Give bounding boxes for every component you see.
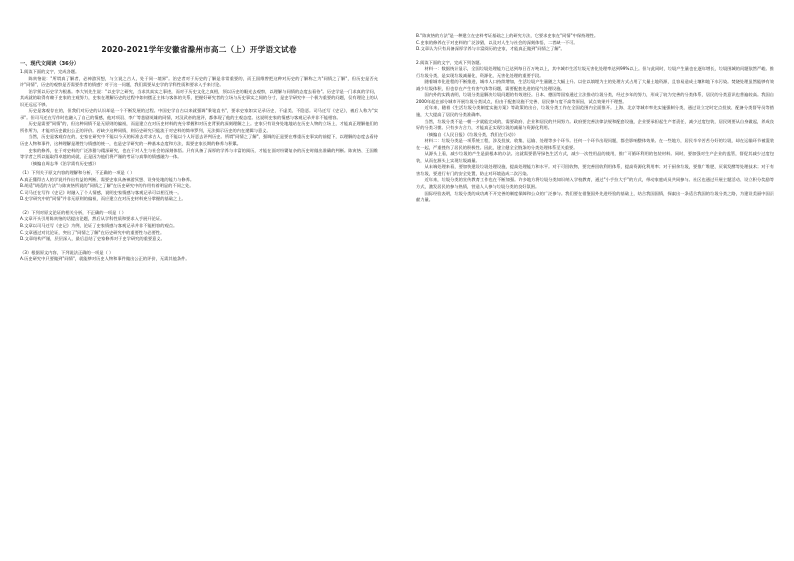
answer-option: C.文章通过对比论证，突出了"同情之了解"在历史研究中的重要性与必要性。 xyxy=(20,230,165,236)
answer-option: B."陈寅恪的方法"是一种建立在史料考证基础之上的研究方法，它要求史家在"同情"中保持理性。 xyxy=(416,34,599,39)
answer-option: D.史学研究中的"同情"并非无原则的偏袒，而应建立在对历史材料充分掌握的基础之上。 xyxy=(20,197,186,203)
right-column xyxy=(416,34,774,205)
answer-option: A.真正懂得古人的学说并作出有益的判断，需要史家具备神游冥想、设身处地的能力与修养。 xyxy=(20,177,195,183)
answer-option: A.文章开头引用陈寅恪的话提出论题，然后从学科性质和要求入手展开论证。 xyxy=(20,217,165,223)
question-stem: （2）下列对原文论证的相关分析，不正确的一项是（ ） xyxy=(20,210,127,216)
passage-paragraph: 历史是客观存在的，但我们对历史的认识却是一个不断发展的过程。中国史学自古以来就强调"秉笔直书"，要求史家如实记录历史，不虚美、不隐恶。司马迁写《史记》，被后人称为"实录"。但司马迁在写作时也融入了自己的情感，他对项羽、李广等悲剧英雄的同情，对汉武帝的批评，都体现了他的主观态度。这说明史家的情感与客观记录并非不能相容。 xyxy=(20,109,378,121)
answer-option: B.胡适"胡适的方法"与陈寅恪所说的"同情之了解"在历史研究中的作用有着明显的不同之处。 xyxy=(20,184,194,190)
passage-paragraph: 史家的修养，在于对史料的广泛涉猎与精深研究，也在于对人生与社会的深刻体悟。只有具备了深厚的学养与丰富的阅历，才能在面对纷繁复杂的历史时做出准确的判断。陈寅恪、王国维等学者之所以能取得卓越的成就，正是因为他们将严谨的考证与真挚的情感融为一体。 xyxy=(20,148,378,161)
answer-option: A.历史研究中只要做到"同情"，就能够对历史人物和事件做出公正的评价，无需其他条件。 xyxy=(20,257,190,263)
passage-paragraph: 材料一：数据统计显示，全国垃圾处理能力已达到每日百万吨以上，其中城市生活垃圾无害化处理率达到99%以上。但与此同时，垃圾产生量也在逐年增长，垃圾围城的问题依然严峻。推行垃圾分类，是实现垃圾减量化、资源化、无害化处理的重要手段。 xyxy=(416,67,774,79)
answer-option: D.文章认为只有具备深厚学养与丰富阅历的史家，才能真正做到"同情之了解"。 xyxy=(416,47,565,53)
question-intro: 1.阅读下面的文字，完成各题。 xyxy=(20,70,80,75)
passage-paragraph: 历史是需要"同情"的，但这种同情不是无原则的偏袒，而是建立在对历史材料的充分掌握和对历史背景的深刻理解之上。史家只有设身处地地站在历史人物的立场上，才能真正理解他们的所作所为，才能对历史做出公正的评价。若缺少这种同情，则历史研究只能流于对史料的简单罗列，无法揭示历史的内在逻辑与意义。 xyxy=(20,122,378,134)
answer-option: D.文章结构严谨，层层深入，最后总结了史家修养对于史学研究的重要意义。 xyxy=(20,237,165,243)
passage-paragraph: 陈寅恪说："所谓真了解者，必神游冥想，与立说之古人，处于同一境界"。治史者对于历史的了解是非常重要的，而王国维曾把这种对历史的了解称之为"同情之了解"，但历史是否允许"同情"，历史的观察是否需要作者的情感？对于这一问题，我们需要从史学的学科性质和要求入手来讨论。 xyxy=(20,76,378,89)
passage-source: （摘编自《人民日报》《垃圾分类，我们在行动》） xyxy=(424,132,519,138)
passage-paragraph: 近年来，垃圾分类的宣传教育工作也在不断加强。许多地方将垃圾分类知识纳入学校教育，通过"小手拉大手"的方式，带动家庭成员共同参与。社区也通过开展主题活动、设立积分奖励等方式，激发居民的参与热情，营造人人参与垃圾分类的良好氛围。 xyxy=(416,178,774,191)
passage-paragraph: 当然，垃圾分类不是一朝一夕就能完成的，需要政府、企业和居民的共同努力。政府要完善法律法规和配套设施，企业要承担起生产者责任，减少过度包装，居民则要从自身做起，养成良好的分类习惯。只有多方合力，才能真正实现垃圾的减量与资源化利用。 xyxy=(416,119,774,132)
passage-paragraph: 从末端处理来看，要加快建设垃圾处理设施，提高处理能力和水平。对于可回收物，要完善回收利用体系，提高资源化利用率；对于厨余垃圾，要推广堆肥、厌氧发酵等处理技术；对于有害垃圾，要进行专门的安全处置，防止对环境造成二次污染。 xyxy=(416,165,774,177)
page-title: 2020-2021学年安徽省滁州市高二（上）开学语文试卷 xyxy=(101,45,297,54)
passage-paragraph: 材料二：垃圾分类是一项系统工程，涉及投放、收集、运输、处理等多个环节。任何一个环节出现问题，都会影响整体效果。在一些地方，居民辛辛苦苦分好的垃圾，却在运输环节被混装在一起，严重挫伤了居民的积极性。因此，建立健全全链条的分类处理体系至关重要。 xyxy=(416,139,774,151)
question-stem: （3）根据原文内容，下列说法正确的一项是（ ） xyxy=(20,250,114,256)
passage-paragraph: 治学须以历史学为根基。李大钊先生说："以史学之研究，当求其真实之事迹，而对于历史文化之真相，须以历史的眼光去观察，以理解与同情的态度去看待"。历史学是一门求真的学问，其成就的取得有赖于史家的主观努力，史家在理解历史的过程中如何摆正主体与客体的关系，把握好研究者的立场与历史事实之间的分寸，是史学研究中一个极为重要的问题，仅有理论上的认识还远远不够。 xyxy=(20,89,378,108)
passage-paragraph: 从源头上看，减少垃圾的产生是最根本的办法。这就需要倡导绿色生活方式，减少一次性用品的使用，推广可循环利用的包装材料。同时，要加强对生产企业的监管，督促其减少过度包装，从而在源头上实现垃圾减量。 xyxy=(416,152,774,164)
answer-option: C.史家的修养在于对史料的广泛涉猎，以及对人生与社会的深刻体悟，二者缺一不可。 xyxy=(416,40,578,46)
passage-paragraph: 随着城市化进程的不断推进，城市人口持续增加，生活垃圾产生量随之大幅上升。以往以填埋为主的处理方式占用了大量土地资源，且容易造成土壤和地下水污染。焚烧处理虽然能够有效减少垃圾体积，但也存在产生有害气体等问题，需要配套先进的尾气处理设施。 xyxy=(416,80,774,92)
passage-paragraph: 当然，历史是客观存在的，史家在研究中不能以今天的标准去苛求古人，也不能以个人好恶去评判历史。所谓"同情之了解"，强调的正是要在尊重历史事实的前提下，以理解的态度去看待历史人物和事件，这种理解是理性与情感的统一，也是史学研究的一种基本态度和方法，需要史家长期的修养与积累。 xyxy=(20,135,378,148)
question-stem: （1）下列关于原文内容的理解和分析，不正确的一项是（ ） xyxy=(20,171,135,177)
answer-option: C.司马迁在写作《史记》时融入了个人情感，说明史家情感与客观记录可以相互统一。 xyxy=(20,190,182,196)
passage-paragraph: 国际经验表明，垃圾分类的成功离不开完善的制度保障和公众的广泛参与。我们要在借鉴国外先进经验的基础上，结合我国国情，探索出一条适合我国的垃圾分类之路，为建设美丽中国贡献力量。 xyxy=(416,191,774,204)
left-column xyxy=(20,58,378,264)
question-intro: 2.阅读下面的文字，完成下列各题。 xyxy=(416,60,484,66)
section-heading: 一、现代文阅读（36分） xyxy=(20,61,80,67)
passage-paragraph: 近年来，随着《生活垃圾分类制度实施方案》等政策的出台，垃圾分类工作在全国范围内全面推开。上海、北京等城市率先实施强制分类，通过设立定时定点投放、配备分类督导员等措施，大大提高了居民的分类准确率。 xyxy=(416,106,774,119)
passage-paragraph: 国内外的实践表明，垃圾分类是解决垃圾问题的有效途径。日本、德国等国家通过立法推动垃圾分类，经过多年的努力，形成了较为完善的分类体系，居民的分类意识也普遍较高。我国自2000年起在部分城市开展垃圾分类试点，但由于配套设施不完善、居民参与度不高等原因，试点效果并不理想。 xyxy=(416,93,774,105)
answer-option: B.文章以司马迁写《史记》为例，论证了史家情感与客观记录并非不能相容的观点。 xyxy=(20,224,178,230)
passage-source: （摘编自周志华《治学需有历史感》） xyxy=(28,161,99,167)
